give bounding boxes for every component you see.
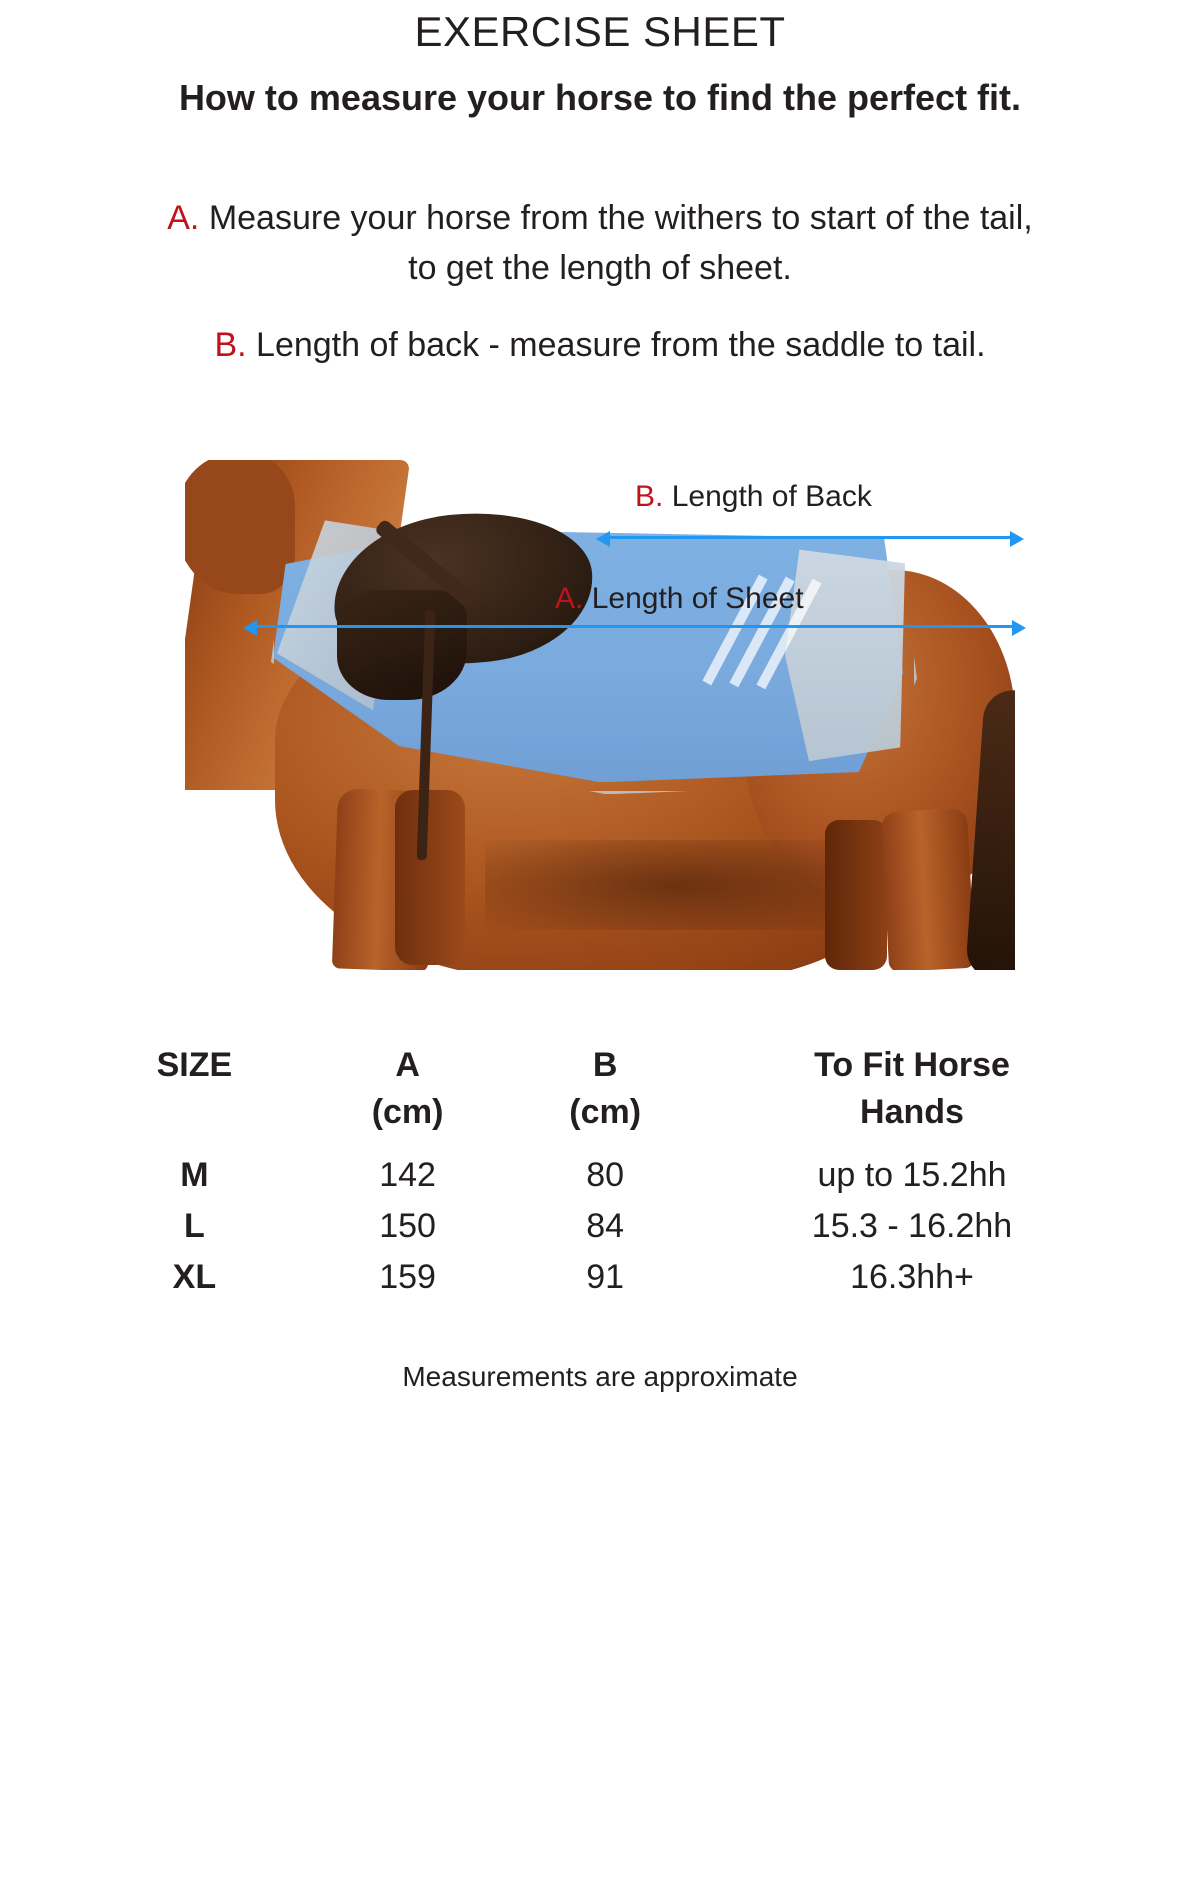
row-a: 150 <box>379 1207 436 1246</box>
row-a: 159 <box>379 1258 436 1297</box>
label-b-letter: B. <box>635 480 664 514</box>
units-hands: Hands <box>860 1093 964 1132</box>
label-a-letter: A. <box>555 582 584 616</box>
row-a: 142 <box>379 1156 436 1195</box>
row-b: 80 <box>586 1156 625 1195</box>
instruction-a-letter: A. <box>167 199 200 238</box>
table-row <box>80 1252 1120 1303</box>
horse-hindleg-far <box>825 820 887 970</box>
arrow-head-left-sheet <box>243 620 257 636</box>
header-b: B <box>592 1046 618 1085</box>
row-fit: 16.3hh+ <box>850 1258 974 1297</box>
arrow-head-right-sheet <box>1012 620 1026 636</box>
size-guide-page <box>0 8 1200 1898</box>
label-b-text: Length of Back <box>671 480 872 514</box>
label-length-of-back <box>635 480 872 514</box>
units-b: (cm) <box>569 1093 642 1132</box>
header-size: SIZE <box>156 1046 233 1085</box>
page-subtitle: How to measure your horse to find the perfect fit. <box>178 77 1022 119</box>
table-header-row <box>80 1040 1120 1087</box>
saddle-flap <box>337 590 467 700</box>
horse-diagram <box>185 460 1015 970</box>
header-to-fit-horse: To Fit Horse <box>814 1046 1010 1085</box>
label-a-text: Length of Sheet <box>591 582 804 616</box>
instruction-b <box>40 321 1160 370</box>
instruction-a-text-line2: to get the length of sheet. <box>408 248 792 287</box>
table-units-row <box>80 1087 1120 1150</box>
label-length-of-sheet <box>555 582 804 616</box>
row-size: XL <box>172 1258 217 1297</box>
arrow-length-of-sheet <box>257 625 1012 628</box>
horse-belly-shadow <box>485 840 865 930</box>
arrow-head-left-back <box>596 531 610 547</box>
arrow-length-of-back <box>610 536 1010 539</box>
units-a: (cm) <box>371 1093 444 1132</box>
instruction-a-text-line1: Measure your horse from the withers to start of the tail, <box>208 199 1033 238</box>
row-fit: up to 15.2hh <box>817 1156 1007 1195</box>
size-table-body <box>80 1087 1120 1303</box>
row-size: M <box>180 1156 209 1195</box>
instructions-block <box>0 194 1200 370</box>
instruction-a <box>40 194 1160 243</box>
row-b: 91 <box>586 1258 625 1297</box>
header-a: A <box>395 1046 420 1085</box>
horse-head-shape <box>185 460 295 594</box>
horse-foreleg-far <box>395 790 465 965</box>
horse-hindleg <box>881 808 975 970</box>
size-table-head <box>80 1040 1120 1087</box>
size-table-wrapper <box>0 1040 1200 1303</box>
instruction-b-text: Length of back - measure from the saddle to tail. <box>256 326 986 365</box>
table-row <box>80 1201 1120 1252</box>
instruction-a-continued <box>40 244 1160 293</box>
row-size: L <box>184 1207 205 1246</box>
row-fit: 15.3 - 16.2hh <box>811 1207 1013 1246</box>
instruction-b-letter: B. <box>214 326 247 365</box>
footnote: Measurements are approximate <box>402 1361 798 1393</box>
row-b: 84 <box>586 1207 625 1246</box>
arrow-head-right-back <box>1010 531 1024 547</box>
size-table <box>80 1040 1120 1303</box>
units-size <box>80 1087 309 1150</box>
page-title: EXERCISE SHEET <box>414 8 786 55</box>
table-row <box>80 1150 1120 1201</box>
